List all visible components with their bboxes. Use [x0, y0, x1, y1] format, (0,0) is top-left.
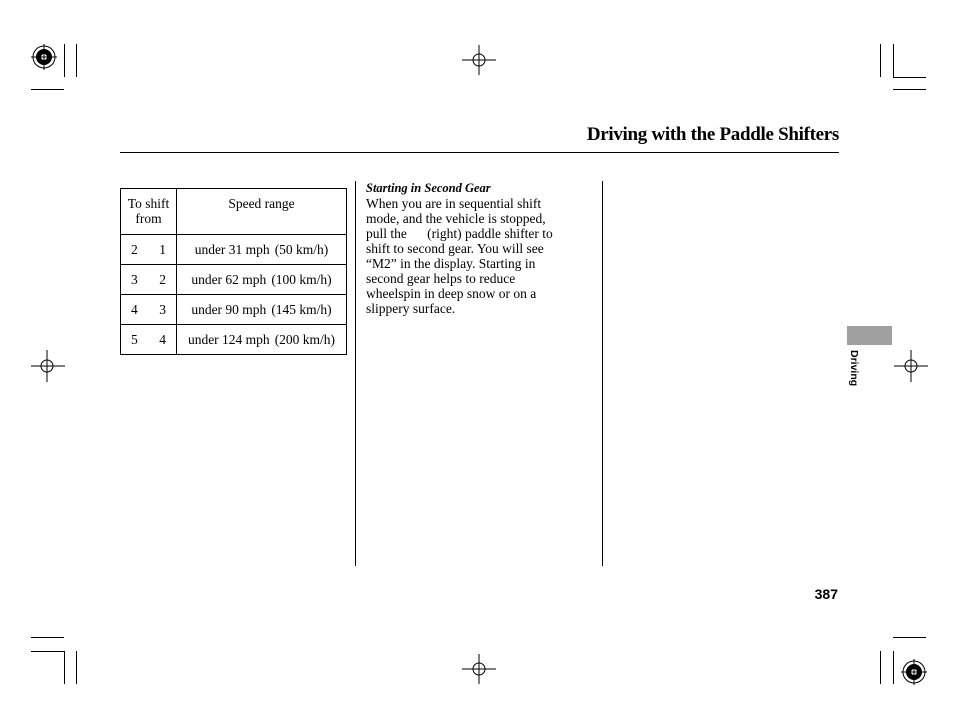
page-number: 387 — [814, 586, 838, 602]
gear-from: 2 — [131, 241, 138, 257]
table-row — [121, 295, 347, 325]
speed-mph: under 124 mph — [187, 331, 270, 347]
title-rule — [120, 152, 839, 153]
crosshair-icon — [462, 45, 496, 75]
column-divider — [602, 181, 603, 566]
body-line: second gear helps to reduce — [366, 271, 516, 286]
table-row — [121, 265, 347, 295]
crosshair-icon — [462, 654, 496, 684]
chapter-tab-label: Driving — [848, 350, 860, 387]
section-heading: Starting in Second Gear — [366, 181, 491, 195]
table-header-row — [121, 189, 347, 235]
speed-kmh: (50 km/h) — [274, 241, 329, 257]
header-speed-range: Speed range — [177, 189, 347, 235]
speed-mph: under 62 mph — [191, 271, 267, 287]
body-line: mode, and the vehicle is stopped, — [366, 211, 546, 226]
header-shift-from: To shift from — [121, 189, 177, 235]
gear-from: 4 — [131, 301, 138, 317]
speed-kmh: (200 km/h) — [274, 331, 336, 347]
page-title: Driving with the Paddle Shifters — [586, 124, 839, 145]
speed-kmh: (100 km/h) — [271, 271, 332, 287]
speed-mph: under 31 mph — [194, 241, 270, 257]
body-line: “M2” in the display. Starting in — [366, 256, 536, 271]
body-line: slippery surface. — [366, 301, 456, 316]
table-row — [121, 325, 347, 355]
registration-target-icon — [31, 44, 57, 70]
starting-second-gear-section — [366, 181, 584, 316]
gear-to: 1 — [159, 241, 166, 257]
gear-to: 2 — [159, 271, 166, 287]
registration-target-icon — [901, 659, 927, 685]
column-divider — [355, 181, 356, 566]
chapter-tab[interactable] — [847, 326, 892, 345]
body-line: pull the (right) paddle shifter to — [366, 226, 553, 241]
body-line: shift to second gear. You will see — [366, 241, 544, 256]
crosshair-icon — [894, 350, 928, 382]
table-row — [121, 235, 347, 265]
speed-kmh: (145 km/h) — [271, 301, 332, 317]
shift-speed-table — [120, 188, 347, 355]
gear-from: 5 — [131, 331, 138, 347]
gear-from: 3 — [131, 271, 138, 287]
crosshair-icon — [31, 350, 65, 382]
body-line: When you are in sequential shift — [366, 196, 542, 211]
gear-to: 3 — [159, 301, 166, 317]
speed-mph: under 90 mph — [191, 301, 267, 317]
gear-to: 4 — [159, 331, 166, 347]
body-line: wheelspin in deep snow or on a — [366, 286, 537, 301]
